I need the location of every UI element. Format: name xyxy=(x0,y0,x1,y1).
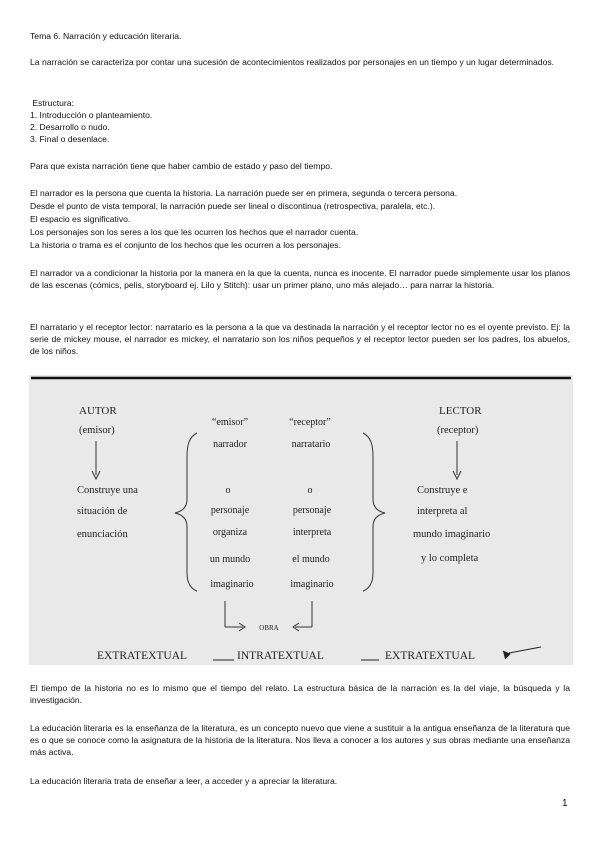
inner-right-item: narratario xyxy=(291,439,331,450)
narrative-diagram xyxy=(29,375,573,665)
inner-left-item: organiza xyxy=(212,527,248,538)
inner-left-item: o xyxy=(225,485,231,496)
right-brace xyxy=(363,433,385,591)
inner-right-item: o xyxy=(307,485,313,496)
narratario-paragraph: El narratario y el receptor lector: narratario es la persona a la que va destinada la narración y el receptor lector no es el oyente previsto. Ej: la serie de mickey mouse, el narrador es mickey, el narratario son los niños pequeños y el receptor lector pueden ser los padres, los abuelos, de los niños. xyxy=(30,322,570,356)
inner-left-item: “emisor” xyxy=(211,417,249,428)
lector-text-line: Construye e xyxy=(417,485,468,496)
inner-right-item: personaje xyxy=(292,505,332,516)
narrador-line: El espacio es significativo. xyxy=(30,214,131,224)
emisor-label: (emisor) xyxy=(79,425,115,436)
receptor-label: (receptor) xyxy=(437,425,479,436)
extratextual-right: EXTRATEXTUAL xyxy=(385,650,476,662)
autor-text-line: situación de xyxy=(77,506,128,517)
extratextual-left: EXTRATEXTUAL xyxy=(97,650,188,662)
intratextual-label: INTRATEXTUAL xyxy=(237,650,324,662)
lector-text-line: mundo imaginario xyxy=(413,529,491,540)
inner-right-item: imaginario xyxy=(290,579,334,590)
narrador-line: Los personajes son los seres a los que les ocurren los hechos que el narrador cuenta. xyxy=(30,227,359,237)
obra-label: OBRA xyxy=(259,624,279,632)
inner-left-item: personaje xyxy=(210,505,250,516)
estructura-item: 1. Introducción o planteamiento. xyxy=(30,110,153,120)
condiciona-paragraph: El narrador va a condicionar la historia por la manera en la que la cuenta, nunca es inocente. El narrador puede simplemente usar los planos de las escenas (cómics, pelis, storyboard ej. Lilo y Stitch): usar un primer plano, uno más alejado… para narrar la historia. xyxy=(30,268,570,290)
trata-paragraph: La educación literaria trata de enseñar a leer, a acceder y a apreciar la literatura. xyxy=(30,776,338,786)
lector-text-line: y lo completa xyxy=(421,553,479,564)
narrador-line: La historia o trama es el conjunto de los hechos que les ocurren a los personajes. xyxy=(30,240,341,250)
autor-text-line: enunciación xyxy=(77,529,128,540)
estructura-item: 3. Final o desenlace. xyxy=(30,134,110,144)
autor-label: AUTOR xyxy=(79,405,117,417)
inner-right-item: interpreta xyxy=(292,527,332,538)
inner-left-item: imaginario xyxy=(210,579,254,590)
arrow-left-icon xyxy=(503,651,510,659)
lector-label: LECTOR xyxy=(439,405,482,417)
inner-right-item: el mundo xyxy=(292,554,330,565)
inner-right-item: “receptor” xyxy=(289,417,331,428)
tiempo-paragraph: El tiempo de la historia no es lo mismo que el tiempo del relato. La estructura básica de la narración es la del viaje, la búsqueda y la investigación. xyxy=(30,683,570,705)
cambio-paragraph: Para que exista narración tiene que haber cambio de estado y paso del tiempo. xyxy=(30,161,333,171)
intro-paragraph: La narración se caracteriza por contar una sucesión de acontecimientos realizados por personajes en un tiempo y un lugar determinados. xyxy=(30,57,555,67)
estructura-heading: Estructura: xyxy=(32,98,74,108)
estructura-item: 2. Desarrollo o nudo. xyxy=(30,122,110,132)
inner-left-item: un mundo xyxy=(209,554,251,565)
left-brace xyxy=(175,433,197,591)
inner-left-item: narrador xyxy=(213,439,247,450)
page-number: 1 xyxy=(562,798,568,809)
educacion-paragraph: La educación literaria es la enseñanza de la literatura, es un concepto nuevo que viene a sustituir a la antigua enseñanza de la literatura que es o que se conoce como la asignatura de la historia de la literatura. Nos lleva a conocer a los autores y sus obras mediante una enseñanza más activa. xyxy=(30,723,570,757)
narrador-line: El narrador es la persona que cuenta la historia. La narración puede ser en primera, segunda o tercera persona. xyxy=(30,188,458,198)
autor-text-line: Construye una xyxy=(77,485,138,496)
page-title: Tema 6. Narración y educación literaria. xyxy=(30,31,182,41)
narrador-line: Desde el punto de vista temporal, la narración puede ser lineal o discontinua (retrospectiva, paralela, etc.). xyxy=(30,201,436,211)
lector-text-line: interpreta al xyxy=(417,506,468,517)
